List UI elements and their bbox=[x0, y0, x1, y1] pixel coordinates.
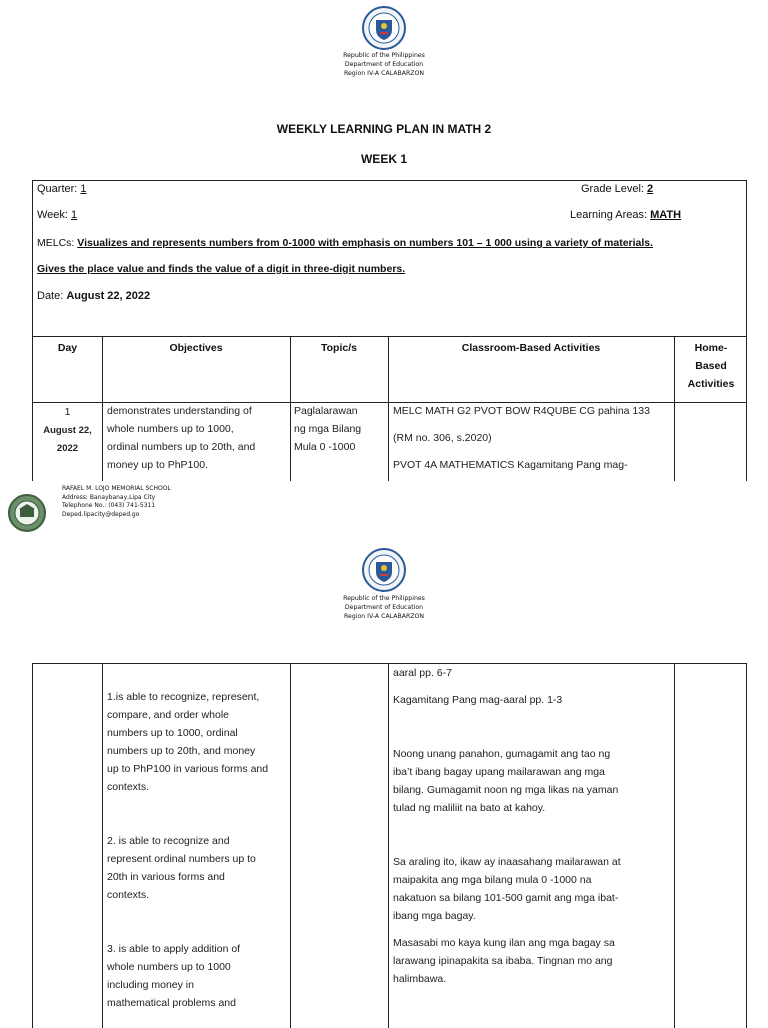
activity-line: iba’t ibang bagay upang mailarawan ang mga bbox=[393, 766, 605, 778]
quarter-field bbox=[37, 183, 99, 195]
header-line-1: Republic of the Philippines bbox=[343, 595, 425, 602]
header-line-3: Region IV-A CALABARZON bbox=[343, 613, 425, 620]
header-line-1: Republic of the Philippines bbox=[343, 52, 425, 59]
date-field bbox=[37, 290, 150, 302]
school-address: Address: Banaybanay,Lipa City bbox=[62, 493, 156, 501]
objective-line: whole numbers up to 1000, bbox=[107, 423, 234, 435]
col-header-objectives: Objectives bbox=[169, 342, 223, 354]
activity-line: nakatuon sa bilang 101-500 gamit ang mga ibat- bbox=[393, 892, 619, 904]
plan-table bbox=[32, 336, 747, 481]
week-label: Week: bbox=[37, 209, 68, 221]
week-value: 1 bbox=[71, 209, 78, 221]
objectives-cell-continued bbox=[107, 688, 268, 1012]
week-title: WEEK 1 bbox=[360, 152, 407, 166]
classroom-cell bbox=[393, 402, 650, 474]
melcs-1: Visualizes and represents numbers from 0-1000 with emphasis on numbers 101 – 1 000 using a variety of materials. bbox=[77, 237, 654, 249]
date-value: August 22, 2022 bbox=[66, 290, 151, 302]
topic-line: Mula 0 -1000 bbox=[294, 441, 356, 453]
melcs-2: Gives the place value and finds the value of a digit in three-digit numbers. bbox=[37, 263, 406, 275]
objective-line: 20th in various forms and bbox=[107, 871, 225, 883]
objective-line: money up to PhP100. bbox=[107, 459, 208, 471]
activity-line: (RM no. 306, s.2020) bbox=[393, 432, 492, 444]
melcs-field bbox=[37, 237, 653, 249]
objective-line: 2. is able to recognize and bbox=[107, 835, 230, 847]
activity-line: Masasabi mo kaya kung ilan ang mga bagay sa bbox=[393, 937, 615, 949]
areas-field bbox=[570, 209, 685, 221]
quarter-value: 1 bbox=[80, 183, 87, 195]
day-date-2: 2022 bbox=[56, 443, 79, 454]
topic-line: ng mga Bilang bbox=[294, 423, 362, 435]
deped-seal-icon bbox=[362, 6, 406, 50]
objective-line: contexts. bbox=[107, 889, 150, 901]
home-header-line-3: Activities bbox=[687, 378, 735, 390]
objective-line: numbers up to 1000, ordinal bbox=[107, 727, 238, 739]
objective-line: represent ordinal numbers up to bbox=[107, 853, 256, 865]
document-title: WEEKLY LEARNING PLAN IN MATH 2 bbox=[276, 122, 492, 136]
areas-label: Learning Areas: bbox=[570, 209, 648, 221]
objective-line: demonstrates understanding of bbox=[107, 405, 252, 417]
activity-line: maipakita ang mga bilang mula 0 -1000 na bbox=[393, 874, 592, 886]
day-cell bbox=[33, 402, 102, 458]
activity-line: halimbawa. bbox=[393, 973, 447, 985]
topic-line: Paglalarawan bbox=[294, 405, 358, 417]
header-org-page-2 bbox=[284, 594, 484, 621]
activity-line: aaral pp. 6-7 bbox=[393, 667, 452, 679]
objective-line: numbers up to 20th, and money bbox=[107, 745, 256, 757]
info-box bbox=[32, 180, 747, 337]
col-header-day: Day bbox=[57, 342, 78, 354]
quarter-label: Quarter: bbox=[37, 183, 78, 195]
header-line-3: Region IV-A CALABARZON bbox=[343, 70, 425, 77]
objective-line: mathematical problems and bbox=[107, 997, 236, 1009]
objective-line: ordinal numbers up to 20th, and bbox=[107, 441, 256, 453]
week-field bbox=[37, 209, 77, 221]
topics-cell bbox=[294, 402, 361, 456]
col-header-topics: Topic/s bbox=[321, 342, 357, 354]
objective-line: compare, and order whole bbox=[107, 709, 229, 721]
activity-line: tulad ng maliliit na bato at kahoy. bbox=[393, 802, 546, 814]
classroom-cell-continued bbox=[393, 664, 621, 988]
date-label: Date: bbox=[37, 290, 64, 302]
activity-line: MELC MATH G2 PVOT BOW R4QUBE CG pahina 133 bbox=[393, 405, 650, 417]
school-info bbox=[62, 485, 171, 519]
home-header-line-1: Home- bbox=[694, 342, 728, 354]
school-seal-icon bbox=[8, 494, 46, 532]
day-date-1: August 22, bbox=[43, 425, 92, 436]
objective-line: contexts. bbox=[107, 781, 150, 793]
col-header-classroom: Classroom-Based Activities bbox=[461, 342, 601, 354]
deped-seal-icon bbox=[362, 548, 406, 592]
school-name: RAFAEL M. LOJO MEMORIAL SCHOOL bbox=[62, 485, 171, 492]
melcs-label: MELCs: bbox=[37, 237, 75, 249]
activity-line: larawang ipinapakita sa ibaba. Tingnan mo ang bbox=[393, 955, 613, 967]
areas-value: MATH bbox=[650, 209, 682, 221]
objectives-cell bbox=[107, 402, 255, 474]
objective-line: 1.is able to recognize, represent, bbox=[107, 691, 260, 703]
grade-field bbox=[581, 183, 653, 195]
col-header-home bbox=[674, 339, 748, 393]
header-line-2: Department of Education bbox=[344, 61, 424, 68]
activity-line: PVOT 4A MATHEMATICS Kagamitang Pang mag- bbox=[393, 459, 628, 471]
objective-line: whole numbers up to 1000 bbox=[107, 961, 231, 973]
plan-table-continued bbox=[32, 663, 747, 1028]
grade-label: Grade Level: bbox=[581, 183, 644, 195]
objective-line: including money in bbox=[107, 979, 194, 991]
school-phone: Telephone No.: (043) 741-5311 bbox=[62, 502, 156, 509]
school-email: Deped.lipacity@deped.go bbox=[62, 510, 140, 518]
grade-value: 2 bbox=[647, 183, 654, 195]
home-header-line-2: Based bbox=[695, 360, 727, 372]
activity-line: bilang. Gumagamit noon ng mga likas na yaman bbox=[393, 784, 619, 796]
objective-line: up to PhP100 in various forms and bbox=[107, 763, 269, 775]
activity-line: Sa araling ito, ikaw ay inaasahang mailarawan at bbox=[393, 856, 621, 868]
activity-line: Noong unang panahon, gumagamit ang tao ng bbox=[393, 748, 611, 760]
header-line-2: Department of Education bbox=[344, 604, 424, 611]
day-number: 1 bbox=[64, 406, 71, 418]
objective-line: 3. is able to apply addition of bbox=[107, 943, 241, 955]
header-org bbox=[284, 51, 484, 78]
activity-line: ibang mga bagay. bbox=[393, 910, 476, 922]
activity-line: Kagamitang Pang mag-aaral pp. 1-3 bbox=[393, 694, 563, 706]
